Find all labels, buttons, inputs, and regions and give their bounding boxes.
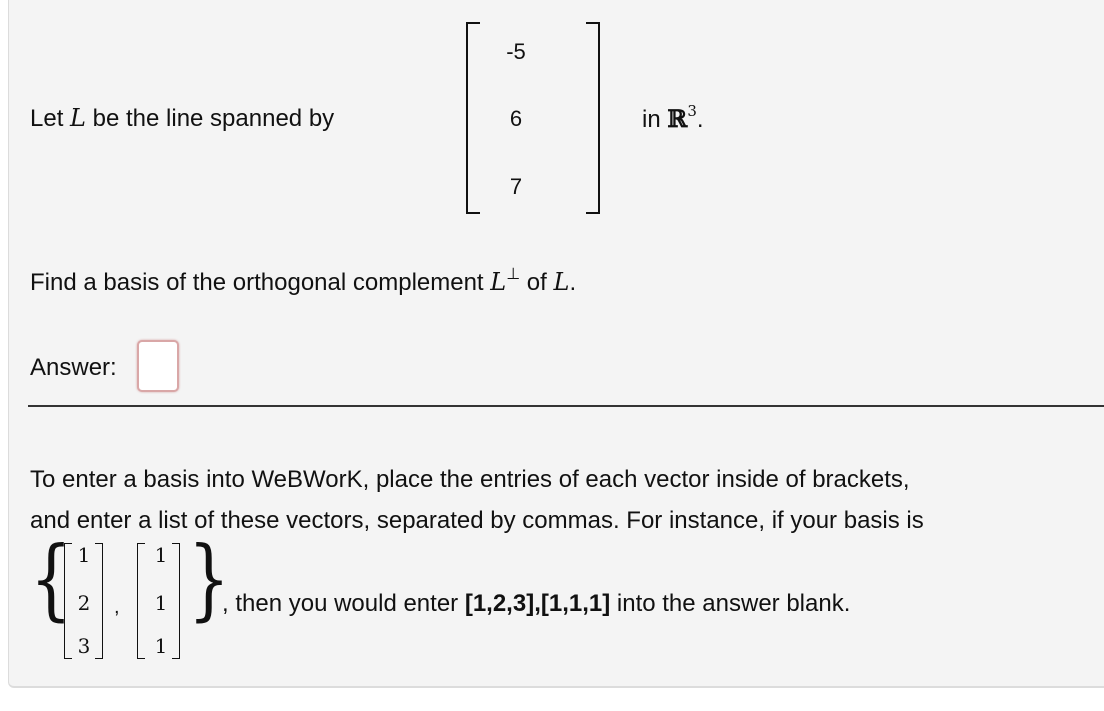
example-vec1-entry-1: 1 xyxy=(77,543,91,567)
vector-left-bracket xyxy=(466,22,480,214)
example-close-brace: } xyxy=(188,527,230,630)
example-vec1-entry-2: 2 xyxy=(77,591,91,615)
example-vec2-entry-3: 1 xyxy=(154,634,168,658)
complement-symbol: L xyxy=(490,268,507,296)
space-symbol: ℝ xyxy=(667,104,688,133)
example-vec2-left-bracket xyxy=(137,543,145,659)
vector-right-bracket xyxy=(586,22,600,214)
example-vec2-right-bracket xyxy=(172,543,180,659)
vector-entry-3: 7 xyxy=(509,174,523,199)
example-vec2-entry-1: 1 xyxy=(154,543,168,567)
find-suffix: . xyxy=(569,269,577,296)
example-vec1-right-bracket xyxy=(95,543,103,659)
example-vec1-entry-3: 3 xyxy=(77,634,91,658)
instructions-line-1: To enter a basis into WeBWorK, place the entries of each vector inside of brackets, xyxy=(30,466,910,493)
line-symbol: L xyxy=(70,104,86,132)
intro-suffix: be the line spanned by xyxy=(85,105,335,132)
perp-symbol: ⊥ xyxy=(506,264,521,283)
example-vec1-left-bracket xyxy=(64,543,72,659)
vector-entry-2: 6 xyxy=(509,106,523,131)
line3-suffix: into the answer blank. xyxy=(610,590,851,617)
example-open-brace: { xyxy=(30,527,72,630)
find-prefix: Find a basis of the orthogonal complement xyxy=(30,269,491,296)
space-suffix: . xyxy=(696,106,704,133)
problem-statement xyxy=(30,106,334,131)
example-vec2-entry-2: 1 xyxy=(154,591,168,615)
intro-prefix: Let xyxy=(30,105,71,132)
answer-input[interactable] xyxy=(137,340,179,392)
space-label xyxy=(642,102,704,133)
question-text xyxy=(30,264,577,296)
example-comma: , xyxy=(114,596,120,618)
line3-prefix: , then you would enter xyxy=(222,590,465,617)
section-divider xyxy=(28,405,1104,407)
instructions-line-3 xyxy=(222,592,850,616)
answer-label: Answer: xyxy=(30,354,117,381)
space-dimension: 3 xyxy=(687,102,697,120)
vector-entry-1: -5 xyxy=(506,39,526,64)
find-of: of xyxy=(520,269,554,296)
space-prefix: in xyxy=(642,106,668,133)
instructions-line-2: and enter a list of these vectors, separated by commas. For instance, if your basis is xyxy=(30,507,924,534)
example-answer-text: [1,2,3],[1,1,1] xyxy=(464,590,611,617)
find-line-symbol: L xyxy=(553,268,570,296)
